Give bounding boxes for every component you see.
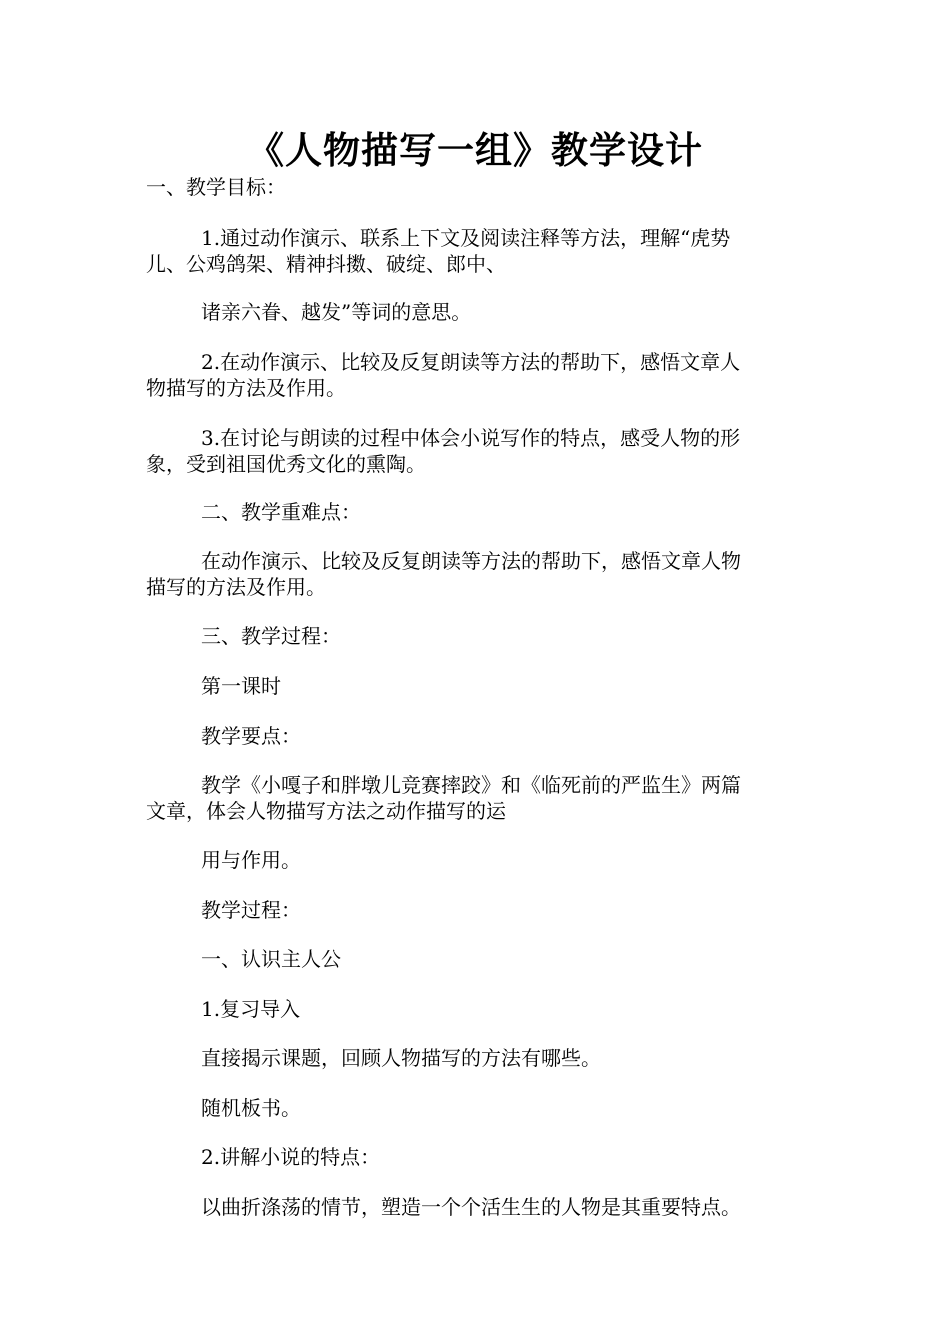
teaching-points-label: 教学要点：: [201, 724, 301, 748]
lesson-heading: 第一课时: [201, 674, 281, 698]
document-title: 《人物描写一组》教学设计: [247, 128, 703, 172]
goal-1-line-1: 1.通过动作演示、联系上下文及阅读注释等方法，理解“虎势: [201, 226, 731, 250]
goal-1-line-3: 诸亲六眷、越发”等词的意思。: [201, 300, 472, 324]
goal-2-line-2: 物描写的方法及作用。: [146, 376, 346, 400]
key-points-line-1: 在动作演示、比较及反复朗读等方法的帮助下，感悟文章人物: [201, 549, 741, 573]
teaching-points-line-2: 文章，体会人物描写方法之动作描写的运: [146, 799, 506, 823]
step-1-1-note: 随机板书。: [201, 1096, 301, 1120]
goal-1-line-2: 儿、公鸡鸽架、精神抖擞、破绽、郎中、: [146, 252, 506, 276]
goal-2-line-1: 2.在动作演示、比较及反复朗读等方法的帮助下，感悟文章人: [201, 350, 741, 374]
step-1-1-heading: 1.复习导入: [201, 997, 301, 1021]
step-1-2-text: 以曲折涤荡的情节，塑造一个个活生生的人物是其重要特点。: [201, 1195, 741, 1219]
step-1-2-heading: 2.讲解小说的特点：: [201, 1145, 381, 1169]
section-heading-goals: 一、教学目标：: [146, 175, 286, 199]
section-heading-key-points: 二、教学重难点：: [201, 500, 361, 524]
goal-3-line-2: 象，受到祖国优秀文化的熏陶。: [146, 452, 426, 476]
section-heading-process: 三、教学过程：: [201, 624, 341, 648]
key-points-line-2: 描写的方法及作用。: [146, 575, 326, 599]
goal-3-line-1: 3.在讨论与朗读的过程中体会小说写作的特点，感受人物的形: [201, 426, 741, 450]
step-1-heading: 一、认识主人公: [201, 947, 341, 971]
teaching-points-line-3: 用与作用。: [201, 848, 301, 872]
teaching-points-line-1: 教学《小嘎子和胖墩儿竞赛摔跤》和《临死前的严监生》两篇: [201, 773, 741, 797]
process-label: 教学过程：: [201, 898, 301, 922]
step-1-1-text: 直接揭示课题，回顾人物描写的方法有哪些。: [201, 1046, 601, 1070]
